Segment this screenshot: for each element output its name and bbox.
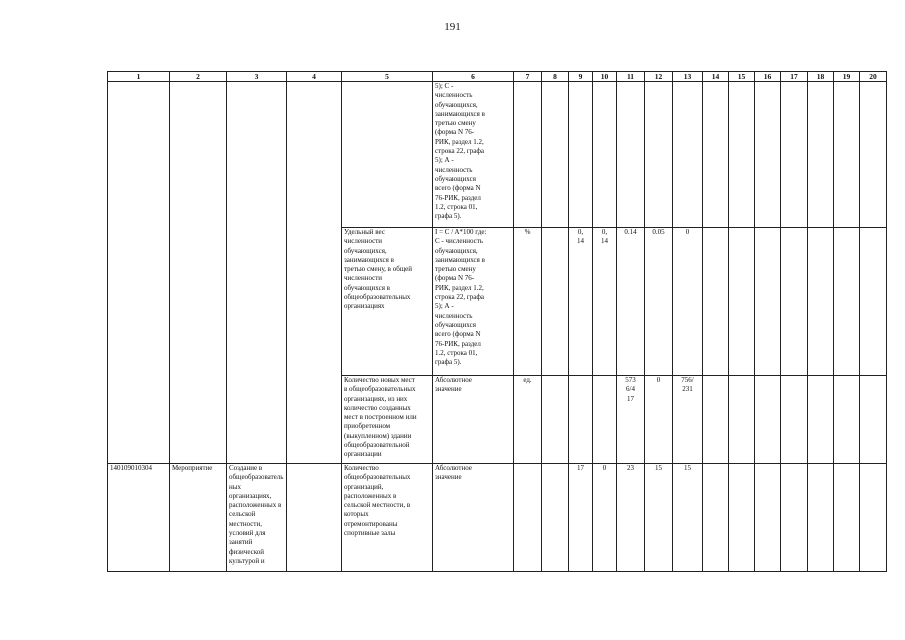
- value-cell: [673, 82, 703, 228]
- unit-cell: [514, 82, 542, 228]
- column-header: 18: [808, 72, 834, 82]
- empty-cell: [755, 464, 781, 572]
- column-header: 8: [542, 72, 569, 82]
- page-number: 191: [444, 21, 461, 33]
- value-cell: 17: [569, 464, 593, 572]
- column-header: 4: [287, 72, 342, 82]
- value-cell: 0: [673, 228, 703, 376]
- value-cell: 756/ 231: [673, 376, 703, 464]
- value-cell: [645, 82, 673, 228]
- unit-cell: %: [514, 228, 542, 376]
- description-cell: [227, 82, 287, 464]
- empty-cell: [808, 82, 834, 228]
- value-cell: [593, 376, 617, 464]
- column-header: 10: [593, 72, 617, 82]
- column-header: 12: [645, 72, 673, 82]
- header-row: [108, 72, 887, 82]
- empty-cell: [860, 82, 887, 228]
- calculation-method-cell: I = C / A*100 где: С - численность обучающихся, занимающихся в третью смену (форма N 76- РИК, раздел 1.2, строка 22, графа 5); А - численность обучающихся всего (форма N 76-РИК, раздел 1.2, строка 01, графа 5).: [433, 228, 514, 376]
- value-cell: 0.05: [645, 228, 673, 376]
- table-row: [108, 82, 887, 228]
- indicator-name-cell: Количество новых мест в общеобразовательных организациях, из них количество созданных мест в построенном или приобретенном (выкупленном) здании общеобразовательной организации: [342, 376, 433, 464]
- value-cell: 573 6/4 17: [617, 376, 645, 464]
- unit-cell: [514, 464, 542, 572]
- empty-cell: [781, 464, 808, 572]
- column-header: 15: [729, 72, 755, 82]
- empty-cell: [808, 464, 834, 572]
- empty-cell: [542, 464, 569, 572]
- empty-cell: [755, 376, 781, 464]
- empty-cell: [729, 82, 755, 228]
- value-cell: 0.14: [617, 228, 645, 376]
- code-cell: [108, 82, 170, 464]
- column-header: 17: [781, 72, 808, 82]
- empty-cell: [781, 228, 808, 376]
- column-4-cell: [287, 82, 342, 464]
- empty-cell: [703, 82, 729, 228]
- empty-cell: [703, 228, 729, 376]
- empty-cell: [860, 376, 887, 464]
- empty-cell: [781, 376, 808, 464]
- column-header: 2: [170, 72, 227, 82]
- type-cell: [170, 82, 227, 464]
- description-cell: Создание в общеобразователь ных организациях, расположенных в сельской местности, условий для занятий физической культурой и: [227, 464, 287, 572]
- empty-cell: [729, 376, 755, 464]
- calculation-method-cell: 5); С - численность обучающихся, занимающихся в третью смену (форма N 76- РИК, раздел 1.2, строка 22, графа 5); А - численность обучающихся всего (форма N 76-РИК, раздел 1.2, строка 01, графа 5).: [433, 82, 514, 228]
- value-cell: 0, 14: [593, 228, 617, 376]
- document-table: [107, 71, 887, 572]
- empty-cell: [781, 82, 808, 228]
- value-cell: [569, 82, 593, 228]
- column-header: 1: [108, 72, 170, 82]
- value-cell: [593, 82, 617, 228]
- empty-cell: [834, 82, 860, 228]
- empty-cell: [729, 228, 755, 376]
- table-row: [108, 464, 887, 572]
- indicator-name-cell: Удельный вес численности обучающихся, занимающихся в третью смену, в общей численности обучающихся в общеобразовательных организациях: [342, 228, 433, 376]
- empty-cell: [542, 376, 569, 464]
- calculation-method-cell: Абсолютное значение: [433, 464, 514, 572]
- indicator-name-cell: Количество общеобразовательных организаций, расположенных в сельской местности, в которых отремонтированы спортивные залы: [342, 464, 433, 572]
- empty-cell: [860, 464, 887, 572]
- unit-cell: ед.: [514, 376, 542, 464]
- value-cell: 23: [617, 464, 645, 572]
- column-header: 5: [342, 72, 433, 82]
- value-cell: 15: [645, 464, 673, 572]
- empty-cell: [755, 82, 781, 228]
- type-cell: Мероприятие: [170, 464, 227, 572]
- empty-cell: [703, 464, 729, 572]
- column-header: 11: [617, 72, 645, 82]
- empty-cell: [808, 376, 834, 464]
- column-header: 3: [227, 72, 287, 82]
- column-header: 13: [673, 72, 703, 82]
- empty-cell: [860, 228, 887, 376]
- empty-cell: [834, 376, 860, 464]
- empty-cell: [542, 82, 569, 228]
- empty-cell: [834, 228, 860, 376]
- indicator-name-cell: [342, 82, 433, 228]
- empty-cell: [834, 464, 860, 572]
- value-cell: 0: [593, 464, 617, 572]
- column-header: 9: [569, 72, 593, 82]
- value-cell: [569, 376, 593, 464]
- empty-cell: [755, 228, 781, 376]
- column-header: 20: [860, 72, 887, 82]
- empty-cell: [542, 228, 569, 376]
- empty-cell: [703, 376, 729, 464]
- column-header: 6: [433, 72, 514, 82]
- column-header: 14: [703, 72, 729, 82]
- empty-cell: [808, 228, 834, 376]
- column-header: 7: [514, 72, 542, 82]
- value-cell: 0, 14: [569, 228, 593, 376]
- value-cell: [617, 82, 645, 228]
- column-4-cell: [287, 464, 342, 572]
- value-cell: 15: [673, 464, 703, 572]
- code-cell: 140109010304: [108, 464, 170, 572]
- calculation-method-cell: Абсолютное значение: [433, 376, 514, 464]
- column-header: 16: [755, 72, 781, 82]
- column-header: 19: [834, 72, 860, 82]
- value-cell: 0: [645, 376, 673, 464]
- empty-cell: [729, 464, 755, 572]
